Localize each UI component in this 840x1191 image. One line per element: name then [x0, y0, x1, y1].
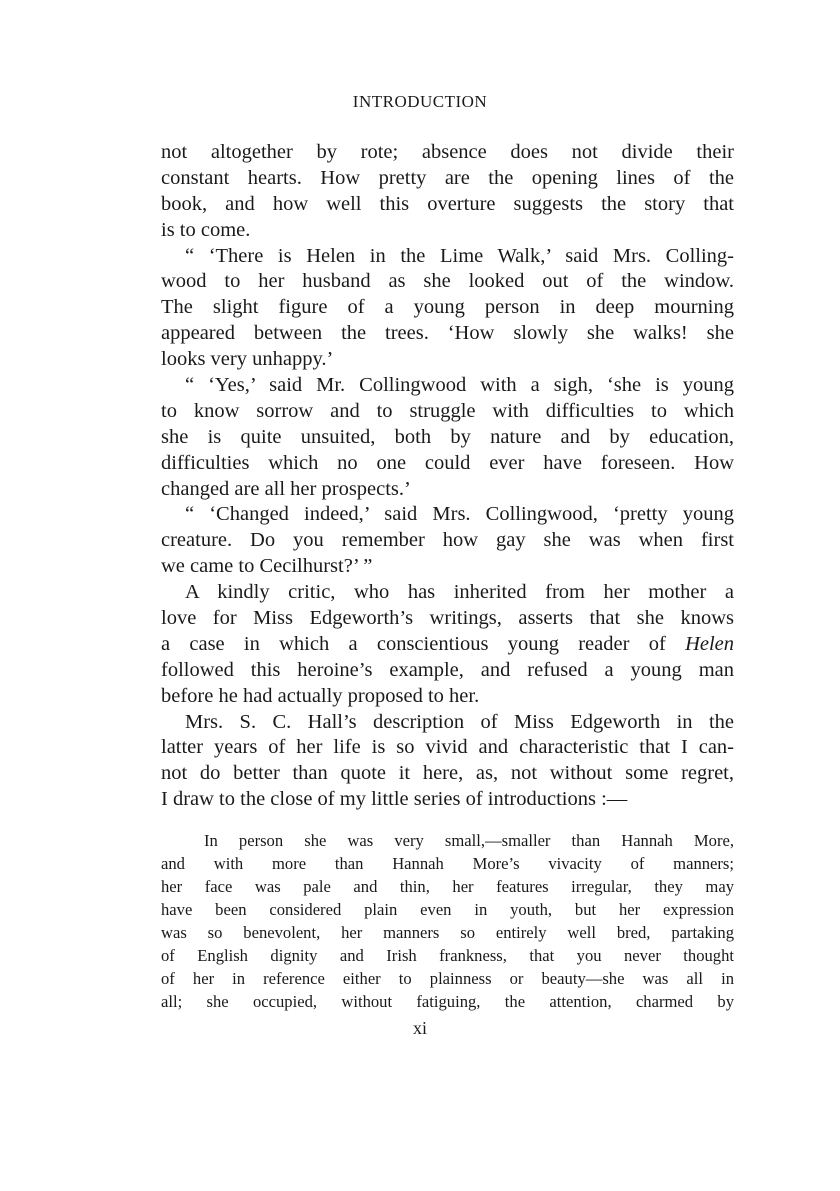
line-text: followed this heroine’s example, and refused a young man: [161, 658, 734, 681]
line-text: “ ‘Yes,’ said Mr. Collingwood with a sigh, ‘she is young: [185, 374, 734, 397]
text-line: [161, 554, 734, 580]
text-line: [161, 875, 734, 898]
text-line: [161, 921, 734, 944]
text-line: [161, 787, 734, 813]
line-text: was so benevolent, her manners so entirely well bred, partaking: [161, 923, 734, 942]
text-line: [161, 735, 734, 761]
block-quote: [161, 829, 734, 1013]
text-line: [161, 140, 734, 166]
running-head: INTRODUCTION: [352, 92, 488, 111]
text-line: [161, 967, 734, 990]
text-line: [161, 632, 734, 658]
line-text: not altogether by rote; absence does not divide their: [161, 141, 734, 163]
text-line: [161, 502, 734, 528]
line-text: and with more than Hannah More’s vivacity of manners;: [161, 854, 734, 873]
line-text: difficulties which no one could ever have foreseen. How: [161, 451, 734, 474]
line-text: “ ‘Changed indeed,’ said Mrs. Collingwood, ‘pretty young: [185, 503, 734, 526]
text-line: [161, 347, 734, 373]
text-line: [161, 269, 734, 295]
line-text: Mrs. S. C. Hall’s description of Miss Edgeworth in the: [185, 710, 734, 733]
text-line: [161, 451, 734, 477]
line-text: looks very unhappy.’: [161, 348, 334, 371]
text-line: [161, 477, 734, 503]
line-text: changed are all her prospects.’: [161, 477, 411, 500]
text-line: [161, 944, 734, 967]
line-text: have been considered plain even in youth, but her expression: [161, 900, 734, 919]
line-text: all; she occupied, without fatiguing, the attention, charmed by: [161, 992, 734, 1011]
line-text: her face was pale and thin, her features irregular, they may: [161, 877, 734, 896]
line-text: latter years of her life is so vivid and characteristic that I can-: [161, 736, 734, 759]
line-text: of her in reference either to plainness or beauty—she was all in: [161, 969, 734, 988]
line-text: A kindly critic, who has inherited from her mother a: [185, 581, 734, 604]
line-text: In person she was very small,—smaller than Hannah More,: [204, 831, 734, 850]
line-text: not do better than quote it here, as, not without some regret,: [161, 762, 734, 785]
text-line: [161, 710, 734, 736]
line-text: she is quite unsuited, both by nature and by education,: [161, 425, 734, 448]
text-line: [161, 684, 734, 710]
text-line: [161, 528, 734, 554]
text-line: [161, 192, 734, 218]
line-text: I draw to the close of my little series of introductions :—: [161, 788, 628, 811]
text-line: [161, 399, 734, 425]
line-text: wood to her husband as she looked out of the window.: [161, 270, 734, 293]
book-title: Helen: [685, 632, 735, 655]
text-line: [161, 321, 734, 347]
text-line: [161, 898, 734, 921]
line-text: constant hearts. How pretty are the opening lines of the: [161, 166, 734, 189]
body-text: [161, 140, 734, 813]
text-line: [161, 829, 734, 852]
text-line: [161, 606, 734, 632]
line-text: appeared between the trees. ‘How slowly she walks! she: [161, 322, 734, 345]
line-text: is to come.: [161, 218, 251, 241]
line-text: of English dignity and Irish frankness, that you never thought: [161, 946, 734, 965]
text-line: [161, 761, 734, 787]
line-text: The slight figure of a young person in deep mourning: [161, 296, 734, 319]
text-line: [161, 658, 734, 684]
line-text: a case in which a conscientious young reader of: [161, 632, 666, 655]
line-text: “ ‘There is Helen in the Lime Walk,’ said Mrs. Colling-: [185, 244, 734, 267]
text-line: [161, 373, 734, 399]
text-line: [161, 852, 734, 875]
text-line: [161, 244, 734, 270]
text-line: [161, 295, 734, 321]
line-text: before he had actually proposed to her.: [161, 684, 480, 707]
text-line: [161, 990, 734, 1013]
text-line: [161, 218, 734, 244]
line-text: book, and how well this overture suggests the story that: [161, 192, 734, 215]
text-line: [161, 166, 734, 192]
text-line: [161, 580, 734, 606]
text-line: [161, 425, 734, 451]
line-text: love for Miss Edgeworth’s writings, asserts that she knows: [161, 607, 734, 630]
line-text: to know sorrow and to struggle with difficulties to which: [161, 399, 734, 422]
line-text: creature. Do you remember how gay she was when first: [161, 529, 734, 552]
page-number: xi: [412, 1018, 427, 1038]
line-text: we came to Cecilhurst?’ ”: [161, 555, 373, 578]
